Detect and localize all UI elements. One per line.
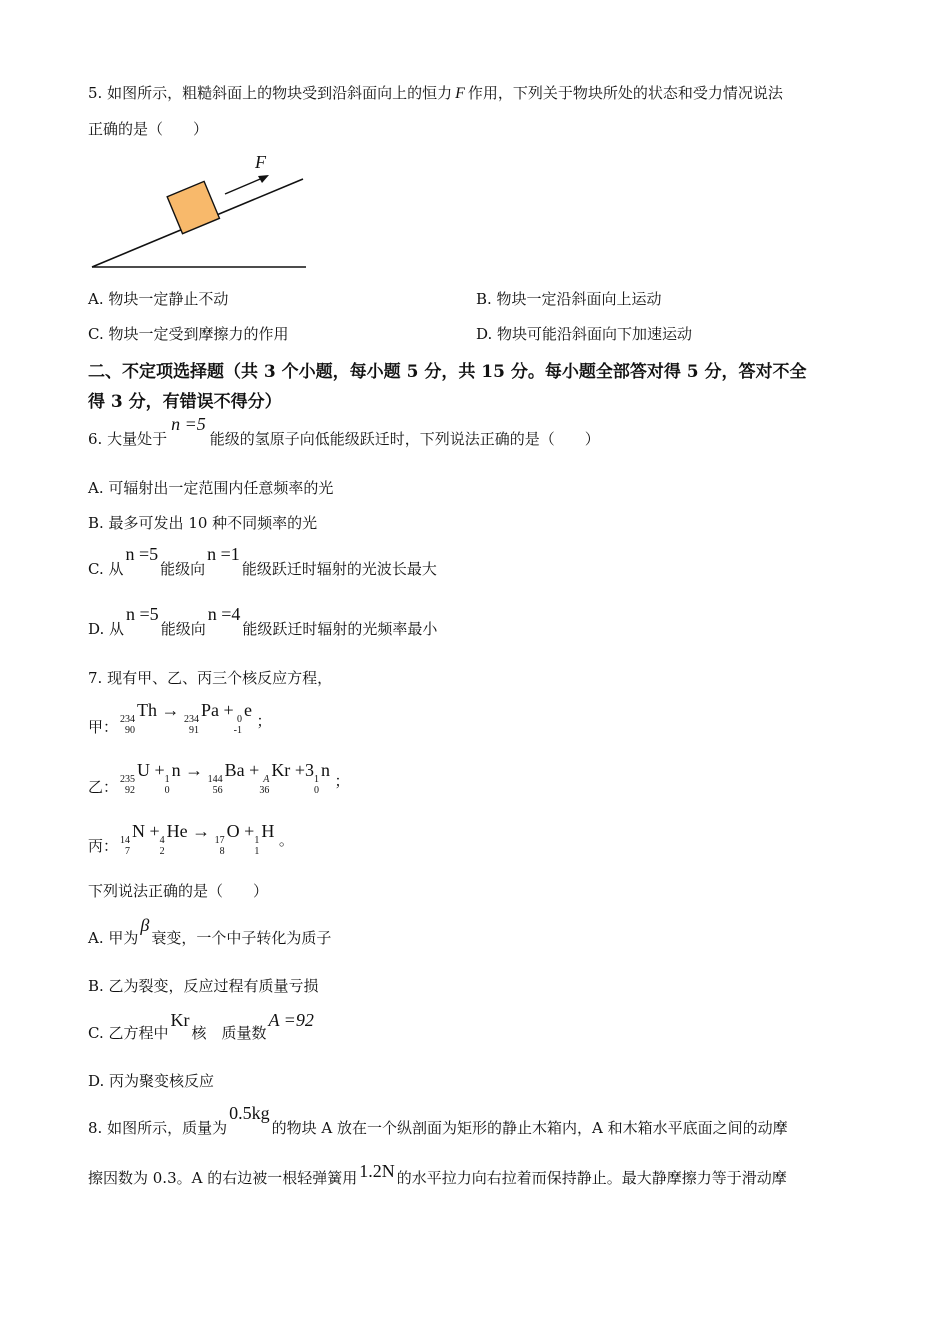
jia-thorium [120,700,157,736]
q5-option-a: A. 物块一定静止不动 [88,290,229,308]
jia-th-mass: 234 [120,714,135,725]
q7-option-c [88,1010,314,1043]
q5-option-b: B. 物块一定沿斜面向上运动 [476,290,662,308]
yi-n2-mass: 1 [313,774,319,785]
q6-c-post: 能级跃迁时辐射的光波长最大 [241,560,437,578]
q6-c-math2: n =1 [207,544,240,564]
yi-barium [208,760,245,796]
q6-stem-pre: 6. 大量处于 [88,430,168,448]
q8-line2-pre: 擦因数为 0.3。A 的右边被一根轻弹簧用 [88,1169,358,1187]
bing-helium [160,821,188,857]
q7-c-a92: A =92 [268,1010,314,1030]
q5-incline-figure [85,148,315,273]
q5-stem-tail: 作用，下列关于物块所处的状态和受力情况说法 [467,84,783,102]
yi-plus3: + [294,760,305,780]
yi-uranium [120,760,150,796]
q6-math-text: n =5 [171,414,206,434]
bing-o-mass: 17 [214,835,225,846]
q7-a-beta: β [140,915,150,935]
yi-kr-charge: 36 [259,785,270,796]
q7-intro: 7. 现有甲、乙、丙三个核反应方程， [88,669,333,687]
q7-option-b: B. 乙为裂变，反应过程有质量亏损 [88,977,319,995]
yi-ba-symbol: Ba [224,760,245,780]
q6-c-math1: n =5 [125,544,159,564]
yi-neutron1 [165,760,181,796]
q7-c-pre: C. 乙方程中 [88,1024,169,1042]
bing-n-charge: 7 [125,846,130,857]
jia-pa-charge: 91 [189,725,199,736]
q8-pre: 8. 如图所示，质量为 [88,1119,228,1137]
bing-plus2: + [244,821,255,841]
yi-n1-mass: 1 [164,774,170,785]
jia-pa-symbol: Pa [201,700,219,720]
jia-e-symbol: e [244,700,252,720]
bing-hydrogen [254,821,274,857]
q5-force-variable: F [455,85,465,102]
q6-stem [88,414,600,449]
q7-c-mid: 核 质量数 [191,1024,267,1042]
bing-h-charge: 1 [254,846,260,857]
jia-th-symbol: Th [137,700,157,720]
q6-option-d [88,604,438,639]
bing-plus1: + [149,821,160,841]
bing-h-mass: 1 [254,835,260,846]
q6-math-n5 [171,414,206,434]
q5-option-d: D. 物块可能沿斜面向下加速运动 [476,325,693,343]
q7-c-mass-number [269,1010,314,1030]
yi-coefficient: 3 [304,760,314,780]
q7-label-bing: 丙： [88,837,119,855]
yi-u-mass: 235 [120,774,135,785]
bing-period: 。 [278,833,294,849]
jia-plus: + [223,700,234,720]
yi-n1-charge: 0 [164,785,170,796]
yi-arrow: → [185,760,204,780]
q7-equation-jia [120,700,272,736]
yi-ba-mass: 144 [207,774,223,785]
yi-n2-symbol: n [320,760,330,780]
q8-force-value: 1.2N [359,1161,395,1181]
q6-c-pre: C. 从 [88,560,124,578]
bing-he-mass: 4 [159,835,165,846]
q8-post1: 的物块 A 放在一个纵剖面为矩形的静止木箱内，A 和木箱水平底面之间的动摩 [271,1119,788,1137]
q8-line1 [88,1103,788,1138]
q7-label-jia: 甲： [88,718,119,736]
jia-protactinium [184,700,219,736]
yi-krypton [259,760,290,796]
q6-stem-post: 能级的氢原子向低能级跃迁时，下列说法正确的是（ ） [209,430,600,448]
force-arrow-shaft [225,177,265,194]
q8-line2 [88,1161,787,1188]
q7-option-d: D. 丙为聚变核反应 [88,1072,215,1090]
q5-stem-line2: 正确的是（ ） [88,120,209,138]
q8-line2-post: 的水平拉力向右拉着而保持静止。最大静摩擦力等于滑动摩 [396,1169,787,1187]
yi-u-symbol: U [137,760,150,780]
bing-oxygen [215,821,240,857]
q7-equation-yi [120,760,349,796]
q6-d-pre: D. 从 [88,620,125,638]
bing-n-symbol: N [132,821,145,841]
yi-n1-symbol: n [171,760,181,780]
yi-plus1: + [154,760,165,780]
bing-he-symbol: He [166,821,188,841]
bing-arrow: → [192,821,211,841]
yi-n2-charge: 0 [313,785,319,796]
q6-d-post: 能级跃迁时辐射的光频率最小 [242,620,438,638]
q7-question: 下列说法正确的是（ ） [88,882,269,900]
yi-kr-symbol: Kr [271,760,291,780]
q5-stem-pre: 5. 如图所示，粗糙斜面上的物块受到沿斜面向上的恒力 [88,84,453,102]
q7-equation-bing [120,821,294,857]
q7-option-a [88,915,332,948]
yi-neutron2 [314,760,330,796]
q7-a-post: 衰变，一个中子转化为质子 [151,929,332,947]
jia-e-mass: 0 [237,714,242,725]
jia-electron [234,700,252,736]
section2-heading-line1: 二、不定项选择题（共 3 个小题，每小题 5 分，共 15 分。每小题全部答对得 5 分，答对不全 [88,362,807,382]
q5-option-c: C. 物块一定受到摩擦力的作用 [88,325,289,343]
jia-pa-mass: 234 [184,714,199,725]
bing-h-symbol: H [261,821,275,841]
jia-semicolon: ； [256,714,272,730]
q6-option-b: B. 最多可发出 10 种不同频率的光 [88,514,318,532]
q7-c-kr: Kr [170,1010,190,1030]
q7-label-yi: 乙： [88,778,119,796]
jia-arrow: → [161,700,180,720]
q6-option-c [88,544,437,579]
yi-u-charge: 92 [125,785,135,796]
q6-d-math1: n =5 [126,604,159,624]
bing-o-charge: 8 [219,846,225,857]
bing-nitrogen [120,821,145,857]
q6-d-math2: n =4 [207,604,241,624]
q8-mass-value: 0.5kg [229,1103,270,1123]
yi-semicolon: ； [334,774,350,790]
q6-d-mid: 能级向 [160,620,206,638]
bing-o-symbol: O [226,821,240,841]
jia-th-charge: 90 [125,725,135,736]
bing-n-mass: 14 [120,835,130,846]
section2-heading-line2: 得 3 分，有错误不得分） [88,392,282,412]
yi-kr-mass: A [263,774,270,785]
q6-c-mid: 能级向 [160,560,206,578]
q7-a-pre: A. 甲为 [88,929,139,947]
bing-he-charge: 2 [159,846,165,857]
q6-option-a: A. 可辐射出一定范围内任意频率的光 [88,479,334,497]
yi-ba-charge: 56 [212,785,223,796]
jia-e-charge: -1 [233,725,242,736]
incline-block [167,181,219,233]
force-label: F [255,152,266,172]
q5-stem-line1 [88,82,783,103]
yi-plus2: + [249,760,260,780]
